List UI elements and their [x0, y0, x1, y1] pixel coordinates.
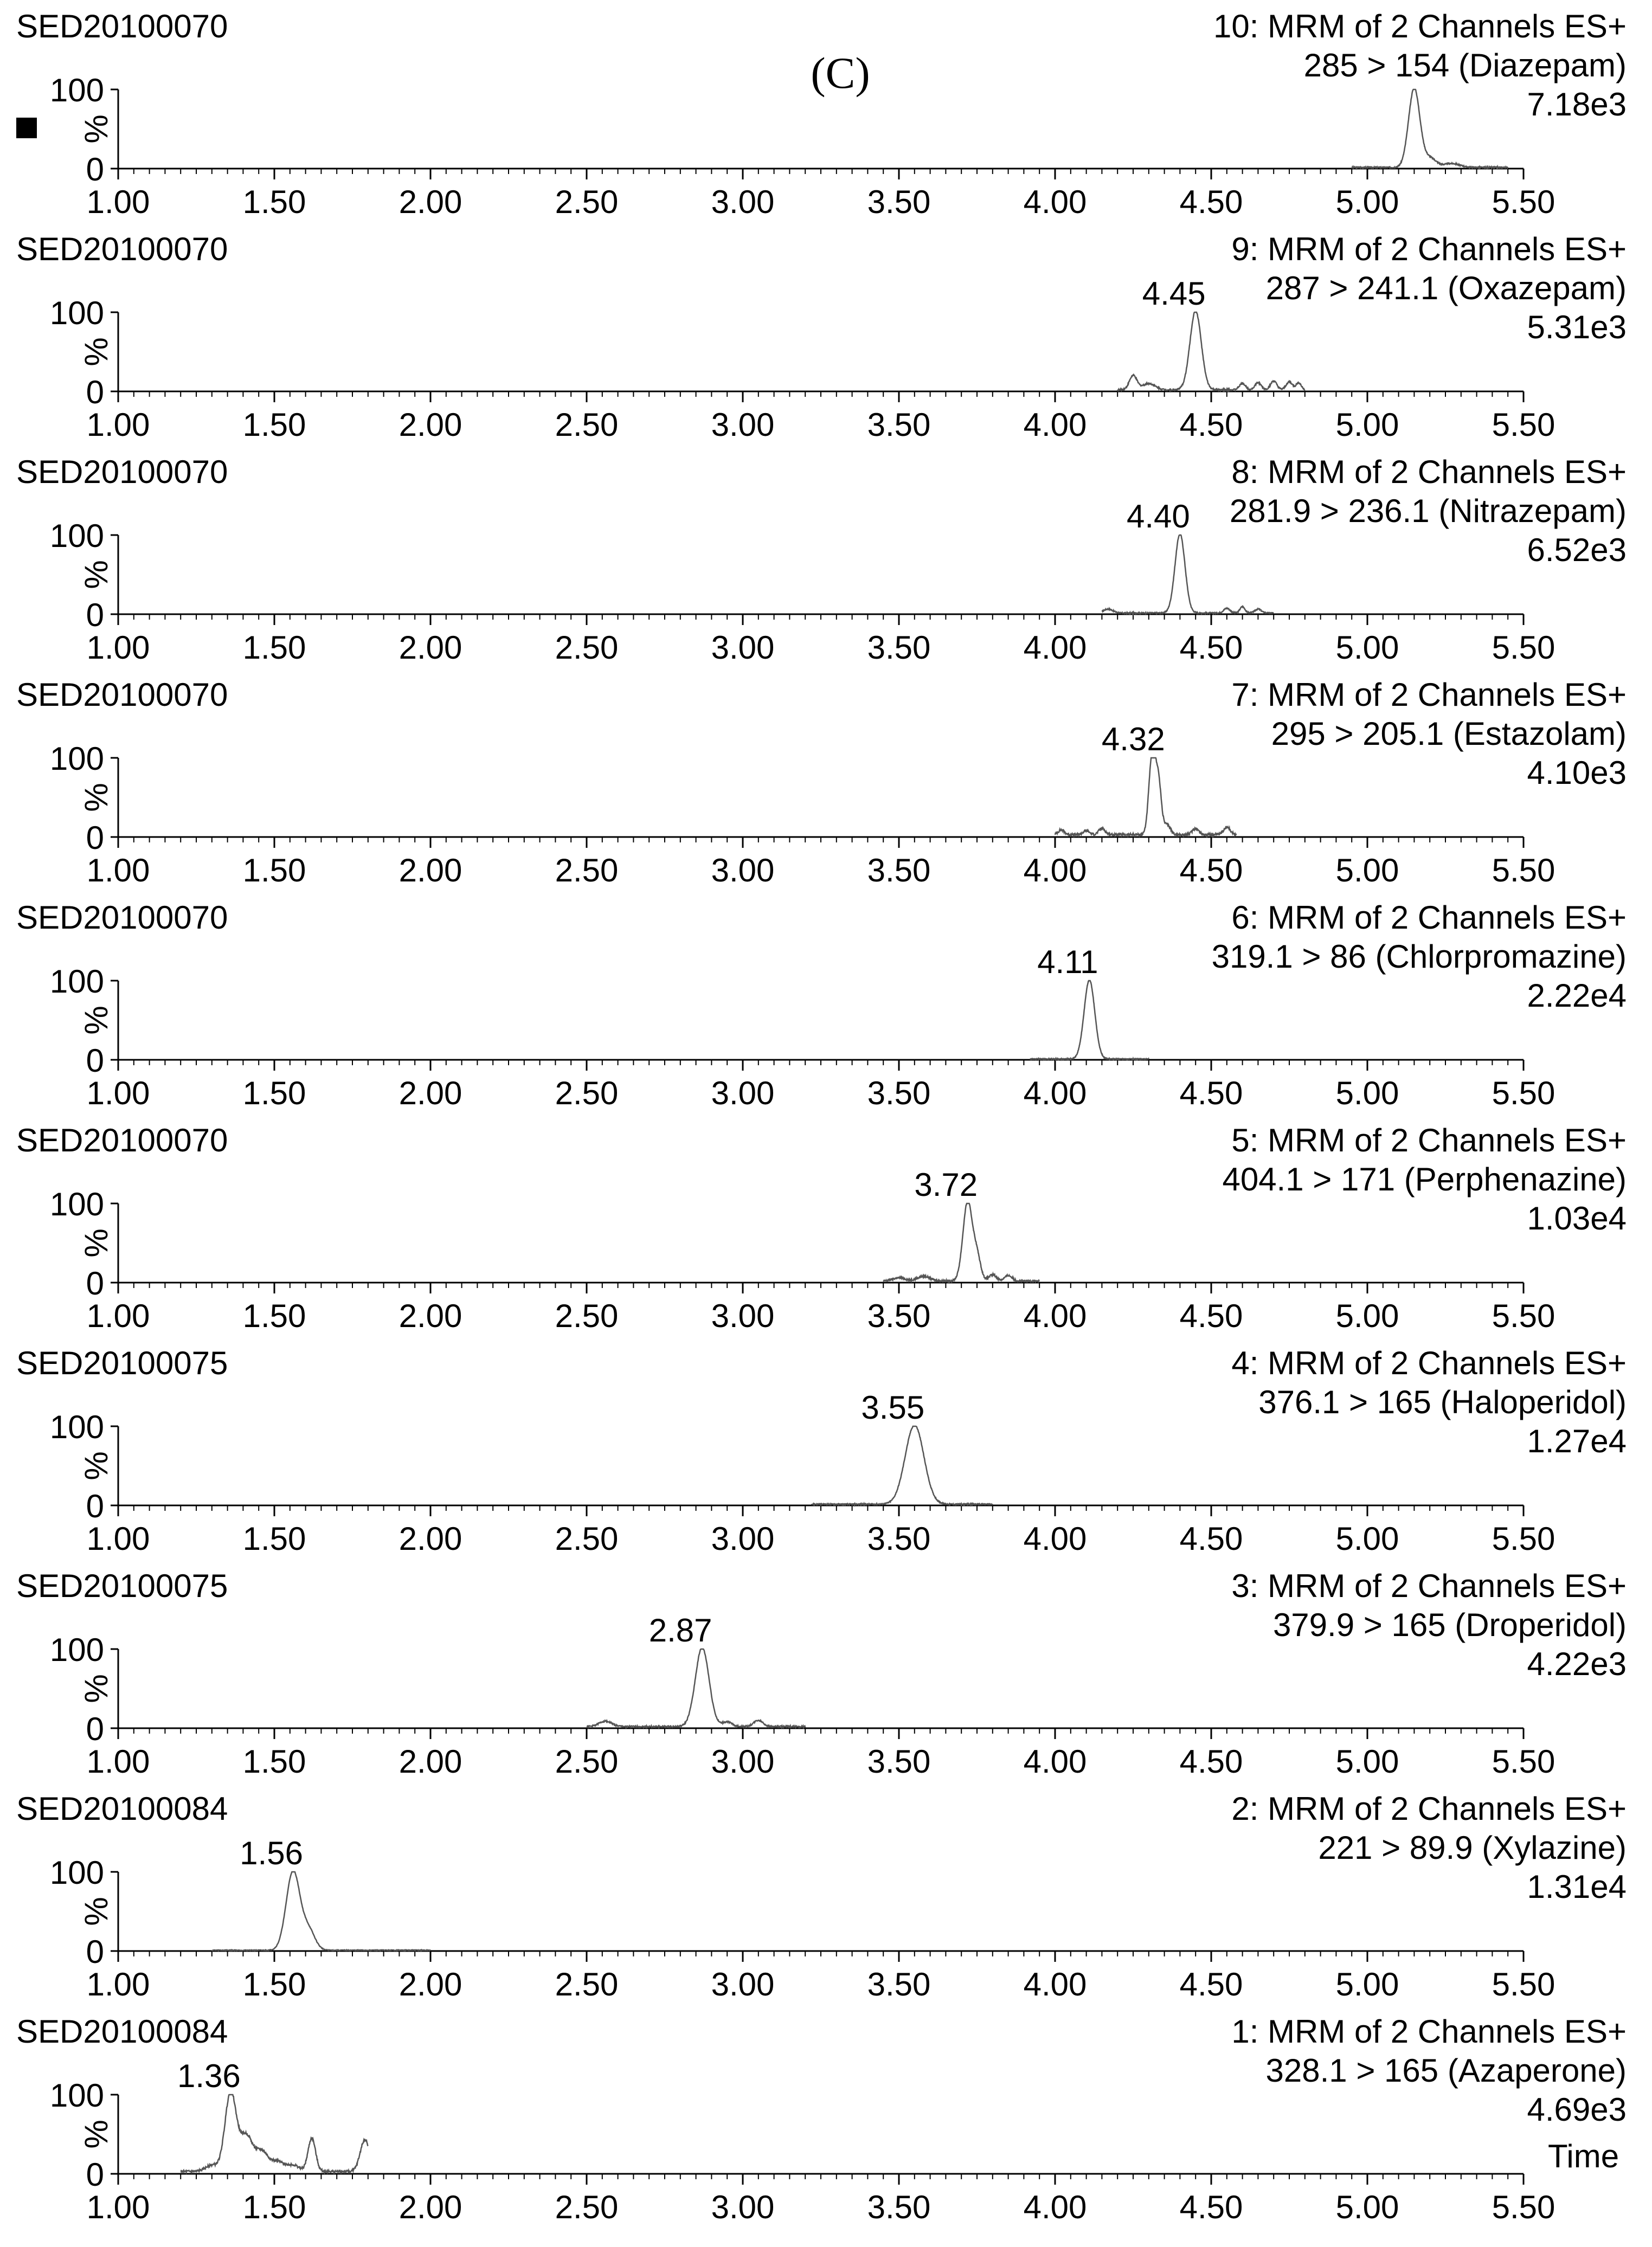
x-tick-label: 2.50 — [555, 184, 619, 220]
y-axis-label: % — [78, 1006, 114, 1035]
x-tick-label: 2.00 — [398, 1075, 462, 1111]
x-tick-label: 3.00 — [711, 1966, 775, 2003]
y-axis-label: % — [78, 1674, 114, 1703]
x-tick-label: 4.50 — [1179, 184, 1243, 220]
chromatogram-trace — [812, 1426, 993, 1505]
y-tick-label: 100 — [49, 72, 104, 108]
x-tick-label: 1.00 — [86, 852, 150, 889]
y-tick-label: 0 — [86, 151, 104, 188]
transition-label: 376.1 > 165 (Haloperidol) — [1258, 1384, 1627, 1420]
x-tick-label: 3.00 — [711, 1521, 775, 1557]
x-tick-label: 3.50 — [867, 2189, 931, 2225]
x-tick-label: 5.00 — [1335, 2189, 1399, 2225]
x-tick-label: 2.50 — [555, 1521, 619, 1557]
x-tick-label: 1.50 — [242, 1743, 306, 1780]
figure-label: (C) — [811, 48, 870, 98]
x-tick-label: 3.00 — [711, 184, 775, 220]
intensity-label: 4.10e3 — [1527, 755, 1627, 791]
x-tick-label: 1.50 — [242, 184, 306, 220]
y-tick-label: 100 — [49, 2077, 104, 2114]
y-axis-label: % — [78, 1228, 114, 1258]
y-tick-label: 0 — [86, 1042, 104, 1079]
chromatogram-trace — [883, 1203, 1039, 1282]
intensity-label: 4.22e3 — [1527, 1646, 1627, 1682]
chromatogram-panel — [16, 454, 1627, 666]
x-tick-label: 5.50 — [1492, 852, 1555, 889]
sample-id: SED20100075 — [16, 1568, 228, 1604]
x-tick-label: 2.00 — [398, 2189, 462, 2225]
chromatogram-trace — [1030, 981, 1149, 1059]
sample-id: SED20100070 — [16, 231, 228, 267]
x-tick-label: 5.50 — [1492, 1298, 1555, 1334]
y-tick-label: 0 — [86, 597, 104, 633]
x-tick-label: 2.50 — [555, 1966, 619, 2003]
sample-id: SED20100070 — [16, 454, 228, 490]
x-tick-label: 2.00 — [398, 1298, 462, 1334]
x-tick-label: 2.50 — [555, 1075, 619, 1111]
y-tick-label: 0 — [86, 1488, 104, 1524]
channel-label: 4: MRM of 2 Channels ES+ — [1231, 1345, 1627, 1381]
x-tick-label: 5.00 — [1335, 1743, 1399, 1780]
y-tick-label: 0 — [86, 820, 104, 856]
x-tick-label: 5.00 — [1335, 852, 1399, 889]
x-tick-label: 5.50 — [1492, 2189, 1555, 2225]
chromatogram-panel — [16, 231, 1627, 443]
y-tick-label: 100 — [49, 295, 104, 331]
x-tick-label: 1.00 — [86, 1075, 150, 1111]
x-tick-label: 4.50 — [1179, 1966, 1243, 2003]
x-tick-label: 1.50 — [242, 1966, 306, 2003]
legend-square-icon — [16, 118, 37, 138]
x-tick-label: 1.00 — [86, 1521, 150, 1557]
x-tick-label: 4.00 — [1023, 852, 1087, 889]
x-tick-label: 1.50 — [242, 1298, 306, 1334]
x-tick-label: 4.00 — [1023, 1298, 1087, 1334]
x-tick-label: 2.50 — [555, 1298, 619, 1334]
sample-id: SED20100084 — [16, 2013, 228, 2050]
transition-label: 221 > 89.9 (Xylazine) — [1318, 1830, 1627, 1866]
x-tick-label: 2.00 — [398, 1743, 462, 1780]
peak-label: 4.32 — [1101, 721, 1165, 757]
chromatogram-panel — [16, 899, 1627, 1111]
x-tick-label: 1.50 — [242, 629, 306, 666]
channel-label: 9: MRM of 2 Channels ES+ — [1231, 231, 1627, 267]
x-tick-label: 2.00 — [398, 407, 462, 443]
x-tick-label: 5.00 — [1335, 629, 1399, 666]
peak-label: 4.45 — [1142, 275, 1206, 312]
y-axis-label: % — [78, 114, 114, 144]
y-axis-label: % — [78, 1451, 114, 1480]
x-tick-label: 4.50 — [1179, 1743, 1243, 1780]
y-axis-label: % — [78, 560, 114, 589]
peak-label: 3.72 — [914, 1167, 978, 1203]
x-tick-label: 5.50 — [1492, 1966, 1555, 2003]
transition-label: 295 > 205.1 (Estazolam) — [1271, 716, 1627, 752]
x-tick-label: 4.50 — [1179, 2189, 1243, 2225]
intensity-label: 7.18e3 — [1527, 86, 1627, 123]
x-tick-label: 5.50 — [1492, 629, 1555, 666]
y-tick-label: 100 — [49, 741, 104, 777]
sample-id: SED20100070 — [16, 677, 228, 713]
x-tick-label: 5.00 — [1335, 407, 1399, 443]
peak-label: 1.56 — [240, 1835, 303, 1871]
y-axis-label: % — [78, 783, 114, 812]
peak-label: 2.87 — [648, 1612, 712, 1649]
y-tick-label: 0 — [86, 1711, 104, 1747]
chromatogram-panel — [16, 1568, 1627, 1780]
channel-label: 6: MRM of 2 Channels ES+ — [1231, 899, 1627, 936]
x-tick-label: 4.50 — [1179, 407, 1243, 443]
intensity-label: 1.27e4 — [1527, 1423, 1627, 1459]
x-tick-label: 5.50 — [1492, 1521, 1555, 1557]
x-tick-label: 5.00 — [1335, 1298, 1399, 1334]
transition-label: 328.1 > 165 (Azaperone) — [1265, 2052, 1627, 2089]
x-tick-label: 2.50 — [555, 629, 619, 666]
x-tick-label: 1.00 — [86, 2189, 150, 2225]
x-tick-label: 1.00 — [86, 629, 150, 666]
y-tick-label: 0 — [86, 1265, 104, 1302]
x-tick-label: 4.50 — [1179, 629, 1243, 666]
intensity-label: 6.52e3 — [1527, 532, 1627, 568]
x-tick-label: 3.50 — [867, 1521, 931, 1557]
x-tick-label: 4.00 — [1023, 2189, 1087, 2225]
x-tick-label: 2.00 — [398, 852, 462, 889]
x-tick-label: 5.50 — [1492, 184, 1555, 220]
x-tick-label: 1.50 — [242, 852, 306, 889]
x-tick-label: 2.50 — [555, 2189, 619, 2225]
x-tick-label: 3.50 — [867, 407, 931, 443]
x-tick-label: 4.00 — [1023, 1966, 1087, 2003]
x-tick-label: 4.50 — [1179, 852, 1243, 889]
x-tick-label: 5.00 — [1335, 1521, 1399, 1557]
x-tick-label: 3.50 — [867, 184, 931, 220]
transition-label: 285 > 154 (Diazepam) — [1303, 47, 1627, 83]
sample-id: SED20100075 — [16, 1345, 228, 1381]
x-tick-label: 3.00 — [711, 1075, 775, 1111]
x-tick-label: 3.50 — [867, 1298, 931, 1334]
intensity-label: 5.31e3 — [1527, 309, 1627, 345]
peak-label: 3.55 — [861, 1389, 925, 1426]
x-tick-label: 4.00 — [1023, 1075, 1087, 1111]
x-tick-label: 2.00 — [398, 629, 462, 666]
x-axis-label: Time — [1548, 2138, 1619, 2174]
x-tick-label: 1.50 — [242, 1521, 306, 1557]
sample-id: SED20100070 — [16, 899, 228, 936]
x-tick-label: 1.00 — [86, 1966, 150, 2003]
x-tick-label: 1.50 — [242, 2189, 306, 2225]
x-tick-label: 3.00 — [711, 2189, 775, 2225]
chromatogram-trace — [1055, 758, 1236, 836]
chromatogram-trace — [1352, 89, 1508, 168]
x-tick-label: 5.00 — [1335, 1075, 1399, 1111]
y-tick-label: 100 — [49, 1632, 104, 1668]
x-tick-label: 3.50 — [867, 629, 931, 666]
transition-label: 319.1 > 86 (Chlorpromazine) — [1211, 938, 1627, 975]
y-tick-label: 100 — [49, 1855, 104, 1891]
channel-label: 8: MRM of 2 Channels ES+ — [1231, 454, 1627, 490]
channel-label: 3: MRM of 2 Channels ES+ — [1231, 1568, 1627, 1604]
x-tick-label: 2.00 — [398, 1521, 462, 1557]
x-tick-label: 4.50 — [1179, 1521, 1243, 1557]
intensity-label: 1.03e4 — [1527, 1200, 1627, 1237]
x-tick-label: 3.50 — [867, 1075, 931, 1111]
y-tick-label: 100 — [49, 963, 104, 1000]
chromatogram-panel — [16, 1122, 1627, 1334]
transition-label: 281.9 > 236.1 (Nitrazepam) — [1229, 493, 1627, 529]
channel-label: 7: MRM of 2 Channels ES+ — [1231, 677, 1627, 713]
intensity-label: 4.69e3 — [1527, 2091, 1627, 2128]
transition-label: 287 > 241.1 (Oxazepam) — [1265, 270, 1627, 306]
x-tick-label: 1.50 — [242, 1075, 306, 1111]
intensity-label: 2.22e4 — [1527, 977, 1627, 1014]
y-axis-label: % — [78, 1897, 114, 1926]
x-tick-label: 5.50 — [1492, 407, 1555, 443]
x-tick-label: 3.00 — [711, 1298, 775, 1334]
y-tick-label: 100 — [49, 1186, 104, 1222]
x-tick-label: 2.50 — [555, 852, 619, 889]
chromatogram-trace — [181, 2095, 368, 2173]
intensity-label: 1.31e4 — [1527, 1869, 1627, 1905]
x-tick-label: 2.50 — [555, 1743, 619, 1780]
x-tick-label: 4.00 — [1023, 407, 1087, 443]
y-tick-label: 100 — [49, 1409, 104, 1445]
chromatogram-panel — [16, 677, 1627, 889]
sample-id: SED20100070 — [16, 1122, 228, 1158]
x-tick-label: 3.00 — [711, 1743, 775, 1780]
x-tick-label: 1.00 — [86, 184, 150, 220]
x-tick-label: 2.00 — [398, 184, 462, 220]
x-tick-label: 5.50 — [1492, 1075, 1555, 1111]
x-tick-label: 5.50 — [1492, 1743, 1555, 1780]
y-tick-label: 100 — [49, 518, 104, 554]
x-tick-label: 3.50 — [867, 1743, 931, 1780]
y-axis-label: % — [78, 2120, 114, 2149]
transition-label: 379.9 > 165 (Droperidol) — [1272, 1607, 1627, 1643]
chromatogram-trace — [212, 1872, 430, 1950]
chromatogram-panel — [16, 1345, 1627, 1557]
sample-id: SED20100070 — [16, 8, 228, 44]
peak-label: 4.40 — [1127, 498, 1190, 535]
peak-label: 4.11 — [1037, 944, 1098, 980]
channel-label: 5: MRM of 2 Channels ES+ — [1231, 1122, 1627, 1158]
y-tick-label: 0 — [86, 2156, 104, 2193]
chromatogram-trace — [1117, 312, 1305, 391]
x-tick-label: 1.00 — [86, 1743, 150, 1780]
sample-id: SED20100084 — [16, 1791, 228, 1827]
x-tick-label: 4.00 — [1023, 184, 1087, 220]
chromatogram-trace — [1102, 535, 1274, 614]
transition-label: 404.1 > 171 (Perphenazine) — [1222, 1161, 1627, 1197]
x-tick-label: 4.00 — [1023, 1743, 1087, 1780]
x-tick-label: 4.00 — [1023, 1521, 1087, 1557]
x-tick-label: 3.00 — [711, 407, 775, 443]
x-tick-label: 3.00 — [711, 852, 775, 889]
x-tick-label: 3.00 — [711, 629, 775, 666]
x-tick-label: 1.50 — [242, 407, 306, 443]
x-tick-label: 5.00 — [1335, 184, 1399, 220]
x-tick-label: 1.00 — [86, 1298, 150, 1334]
peak-label: 1.36 — [177, 2058, 241, 2094]
x-tick-label: 2.50 — [555, 407, 619, 443]
channel-label: 2: MRM of 2 Channels ES+ — [1231, 1791, 1627, 1827]
channel-label: 1: MRM of 2 Channels ES+ — [1231, 2013, 1627, 2050]
x-tick-label: 4.00 — [1023, 629, 1087, 666]
chromatogram-trace — [587, 1649, 805, 1728]
y-axis-label: % — [78, 337, 114, 366]
x-tick-label: 1.00 — [86, 407, 150, 443]
x-tick-label: 4.50 — [1179, 1075, 1243, 1111]
channel-label: 10: MRM of 2 Channels ES+ — [1213, 8, 1627, 44]
y-tick-label: 0 — [86, 1934, 104, 1970]
chromatogram-panel — [16, 2013, 1627, 2225]
x-tick-label: 2.00 — [398, 1966, 462, 2003]
chromatogram-panel — [16, 8, 1627, 220]
y-tick-label: 0 — [86, 374, 104, 410]
x-tick-label: 4.50 — [1179, 1298, 1243, 1334]
x-tick-label: 3.50 — [867, 1966, 931, 2003]
chromatogram-panel — [16, 1791, 1627, 2003]
x-tick-label: 5.00 — [1335, 1966, 1399, 2003]
x-tick-label: 3.50 — [867, 852, 931, 889]
